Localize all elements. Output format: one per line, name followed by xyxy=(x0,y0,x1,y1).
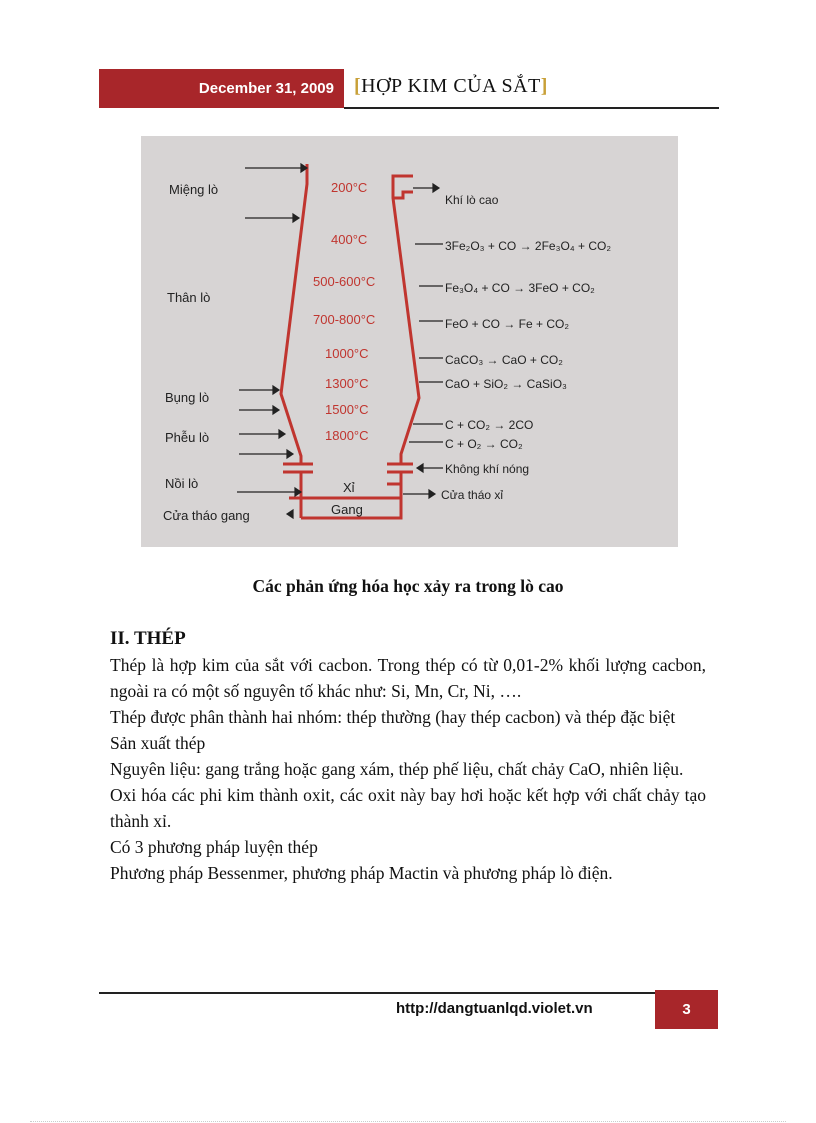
page-header xyxy=(99,69,719,109)
left-labels xyxy=(163,182,250,523)
section-title: II. THÉP xyxy=(110,628,186,649)
page-number: 3 xyxy=(655,990,718,1029)
header-title-text: HỢP KIM CỦA SẮT xyxy=(361,75,541,97)
reaction-1: 3Fe₂O₃ + CO → 2Fe₃O₄ + CO₂ xyxy=(445,239,612,253)
paragraph: Sản xuất thép xyxy=(110,733,206,753)
temp-400: 400°C xyxy=(331,232,368,247)
section-body xyxy=(110,652,706,886)
furnace-outline xyxy=(281,164,419,518)
reaction-7: C + O₂ → CO₂ xyxy=(445,437,523,451)
reaction-6: C + CO₂ → 2CO xyxy=(445,418,534,432)
paragraph: Phương pháp Bessenmer, phương pháp Mactin và phương pháp lò điện. xyxy=(110,863,613,883)
footer-rule xyxy=(99,992,655,994)
temp-1800: 1800°C xyxy=(325,428,369,443)
reaction-5: CaO + SiO₂ → CaSiO₃ xyxy=(445,377,567,391)
label-noi-lo: Nồi lò xyxy=(165,476,199,491)
label-than-lo: Thân lò xyxy=(167,290,211,305)
title-bracket-close: ] xyxy=(540,75,548,97)
temp-200: 200°C xyxy=(331,180,368,195)
reaction-khong-khi-nong: Không khí nóng xyxy=(445,462,530,476)
title-bracket-open: [ xyxy=(354,75,362,97)
label-mieng-lo: Miệng lò xyxy=(169,182,219,197)
figure-caption: Các phản ứng hóa học xảy ra trong lò cao xyxy=(252,576,564,596)
paragraph: Có 3 phương pháp luyện thép xyxy=(110,837,318,857)
temperature-labels xyxy=(313,180,375,443)
reaction-2: Fe₃O₄ + CO → 3FeO + CO₂ xyxy=(445,281,595,295)
reaction-3: FeO + CO → Fe + CO₂ xyxy=(445,317,570,331)
blast-furnace-diagram xyxy=(141,136,678,547)
reaction-4: CaCO₃ → CaO + CO₂ xyxy=(445,353,563,367)
blast-furnace-figure xyxy=(141,136,678,547)
label-xi: Xỉ xyxy=(343,480,355,495)
temp-1000: 1000°C xyxy=(325,346,369,361)
paragraph: Nguyên liệu: gang trắng hoặc gang xám, thép phế liệu, chất chảy CaO, nhiên liệu. xyxy=(110,759,684,779)
header-title xyxy=(354,75,548,98)
label-gang: Gang xyxy=(331,502,363,517)
label-pheu-lo: Phễu lò xyxy=(165,430,210,445)
temp-1500: 1500°C xyxy=(325,402,369,417)
label-bung-lo: Bụng lò xyxy=(165,390,210,405)
footer-url: http://dangtuanlqd.violet.vn xyxy=(396,1000,593,1017)
reaction-cua-thao-xi: Cửa tháo xỉ xyxy=(441,488,504,502)
header-date: December 31, 2009 xyxy=(99,69,344,108)
paragraph: Oxi hóa các phi kim thành oxit, các oxit này bay hơi hoặc kết hợp với chất chảy tạo thành xỉ. xyxy=(110,785,706,831)
header-rule xyxy=(344,107,719,109)
reaction-khi-lo-cao: Khí lò cao xyxy=(445,193,499,207)
paragraph: Thép là hợp kim của sắt với cacbon. Trong thép có từ 0,01-2% khối lượng cacbon, ngoài ra có một số nguyên tố khác như: Si, Mn, Cr, Ni, …. xyxy=(110,655,706,701)
page-bottom-rule xyxy=(30,1121,786,1122)
temp-700-800: 700-800°C xyxy=(313,312,376,327)
reaction-labels xyxy=(441,193,611,502)
label-cua-thao-gang: Cửa tháo gang xyxy=(163,508,250,523)
paragraph: Thép được phân thành hai nhóm: thép thường (hay thép cacbon) và thép đặc biệt xyxy=(110,707,676,727)
temp-1300: 1300°C xyxy=(325,376,369,391)
temp-500-600: 500-600°C xyxy=(313,274,376,289)
